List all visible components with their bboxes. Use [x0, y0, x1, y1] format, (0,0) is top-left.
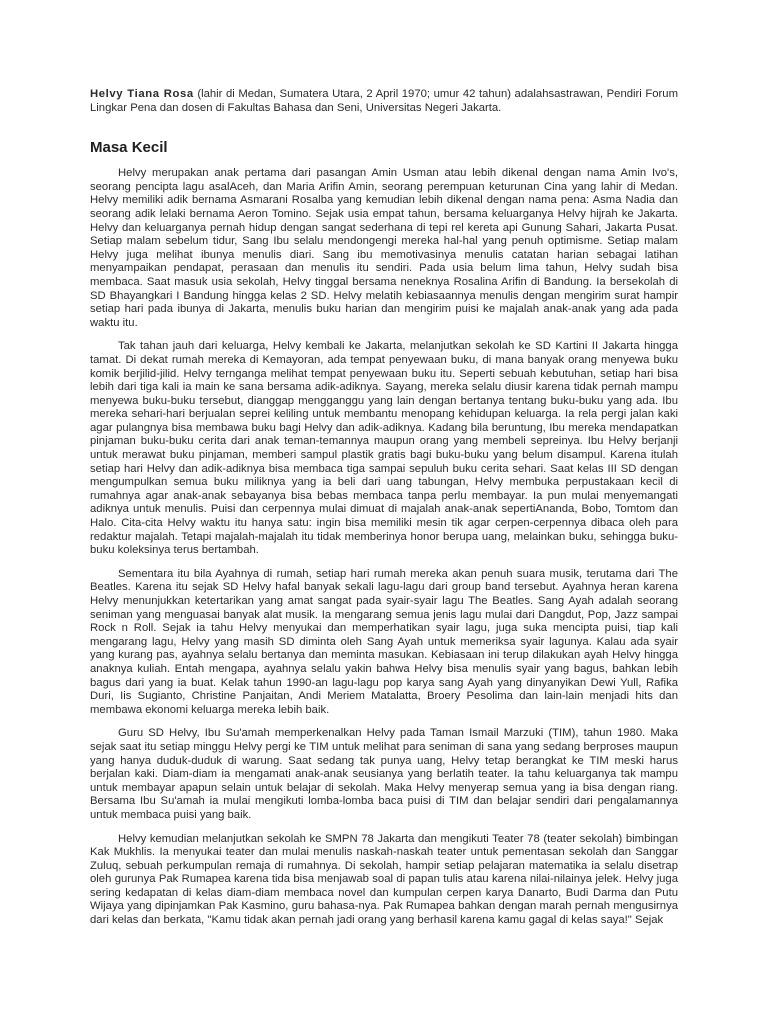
document-page	[90, 88, 678, 938]
body-paragraph-2: Tak tahan jauh dari keluarga, Helvy kembali ke Jakarta, melanjutkan sekolah ke SD Kartini II Jakarta hingga tamat. Di dekat rumah mereka di Kemayoran, ada tempat penyewaan buku, di mana banyak orang menyewa buku komik berjilid-jilid. Helvy terngangа melihat tempat penyewaan buku itu. Seperti sebuah kebutuhan, setiap hari bisa lebih dari tiga kali ia main ke sana bersama adik-adiknya. Sayang, mereka selalu diusir karena tidak pernah mampu menyewa buku-buku tersebut, dianggap mengganggu yang lain dengan bertanya tentang buku-buku yang ada. Ibu mereka sehari-hari berjualan seprei keliling untuk membantu menopang kehidupan keluarga. Ia rela pergi jalan kaki agar pulangnya bisa membawa buku bagi Helvy dan adik-adiknya. Kadang bila beruntung, Ibu mereka mendapatkan pinjaman buku-buku cerita dari anak teman-temannya maupun orang yang membeli sepreinya. Ibu Helvy berjanji untuk merawat buku pinjaman, memberi sampul plastik gratis bagi buku-buku yang belum disampul. Karena itulah setiap hari Helvy dan adik-adiknya bisa membaca tiga sampai sepuluh buku cerita sehari. Saat kelas III SD dengan mengumpulkan semua buku miliknya yang ia beli dari uang tabungan, Helvy membuka perpustakaan kecil di rumahnya agar anak-anak sebayanya bisa bebas membaca tanpa perlu membayar. Ia pun mulai menyemangati adiknya untuk menulis. Puisi dan cerpennya mulai dimuat di majalah anak-anak sepertiAnanda, Bobo, Tomtom dan Halo. Cita-cita Helvy waktu itu hanya satu: ingin bisa memiliki mesin tik agar cerpen-cerpennya dibaca oleh para redaktur majalah. Tetapi majalah-majalah itu tidak memberinya honor berupa uang, melainkan buku, sehingga buku-buku koleksinya terus bertambah.	[90, 340, 678, 557]
intro-paragraph	[90, 88, 678, 115]
body-paragraph-1: Helvy merupakan anak pertama dari pasangan Amin Usman atau lebih dikenal dengan nama Amin Ivo's, seorang pencipta lagu asalAceh, dan Maria Arifin Amin, seorang perempuan keturunan Cina yang lahir di Medan. Helvy memiliki adik bernama Asmarani Rosalba yang kemudian lebih dikenal dengan nama pena: Asma Nadia dan seorang adik lelaki bernama Aeron Tomino. Sejak usia empat tahun, bersama keluarganya Helvy hijrah ke Jakarta. Helvy dan keluarganya pernah hidup dengan sangat sederhana di tepi rel kereta api Gunung Sahari, Jakarta Pusat. Setiap malam sebelum tidur, Sang Ibu selalu mendongengi mereka hal-hal yang penuh optimisme. Setiap malam Helvy juga melihat ibunya menulis diari. Sang ibu memotivasinya menulis catatan harian sebagai latihan menyampaikan pendapat, perasaan dan menulis itu sendiri. Pada usia belum lima tahun, Helvy sudah bisa membaca. Saat masuk usia sekolah, Helvy tinggal bersama neneknya Rosalina Arifin di Bandung. Ia bersekolah di SD Bhayangkari I Bandung hingga kelas 2 SD. Helvy melatih kebiasaannya menulis dengan mengirim surat hampir setiap hari pada ibunya di Jakarta, menulis buku harian dan mengirim puisi ke majalah anak-anak yang ada pada waktu itu.	[90, 167, 678, 329]
body-paragraph-5: Helvy kemudian melanjutkan sekolah ke SMPN 78 Jakarta dan mengikuti Teater 78 (teater sekolah) bimbingan Kak Mukhlis. Ia menyukai teater dan mulai menulis naskah-naskah teater untuk pementasan sekolah dan Sanggar Zuluq, sebuah perkumpulan remaja di rumahnya. Di sekolah, hampir setiap pelajaran matematika ia selalu disetrap oleh gurunya Pak Rumapea karena tida bisa menjawab soal di papan tulis atau karena nilai-nilainya jelek. Helvy juga sering kedapatan di kelas diam-diam membaca novel dan kumpulan cerpen karya Danarto, Budi Darma dan Putu Wijaya yang dipinjamkan Pak Kasmino, guru bahasa-nya. Pak Rumapea bahkan dengan marah pernah mengusirnya dari kelas dan berkata, "Kamu tidak akan pernah jadi orang yang berhasil karena kamu gagal di kelas saya!" Sejak	[90, 832, 678, 927]
body-paragraph-4: Guru SD Helvy, Ibu Su'amah memperkenalkan Helvy pada Taman Ismail Marzuki (TIM), tahun 1980. Maka sejak saat itu setiap minggu Helvy pergi ke TIM untuk melihat para seniman di sana yang sedang berproses maupun yang hanya duduk-duduk di warung. Saat sedang tak punya uang, Helvy tetap berangkat ke TIM meski harus berjalan kaki. Diam-diam ia mengamati anak-anak seusianya yang berlatih teater. Ia tahu keluarganya tak mampu untuk membayar apapun selain untuk belajar di sekolah. Maka Helvy menyerap semua yang ia bisa dengan riang. Bersama Ibu Su'amah ia mulai mengikuti lomba-lomba baca puisi di TIM dan belajar sendiri dari pengalamannya untuk membaca puisi yang baik.	[90, 727, 678, 821]
body-paragraph-3: Sementara itu bila Ayahnya di rumah, setiap hari rumah mereka akan penuh suara musik, terutama dari The Beatles. Karena itu sejak SD Helvy hafal banyak sekali lagu-lagu dari group band tersebut. Ayahnya heran karena Helvy menunjukkan ketertarikan yang amat sangat pada syair-syair lagu The Beatles. Sang Ayah adalah seorang seniman yang menguasai banyak alat musik. Ia mengarang semua jenis lagu mulai dari Dangdut, Pop, Jazz sampai Rock n Roll. Sejak ia tahu Helvy menyukai dan memperhatikan syair lagu, juga suka mencipta puisi, tiap kali mengarang lagu, Helvy yang masih SD diminta oleh Sang Ayah untuk memeriksa syair lagunya. Kalau ada syair yang kurang pas, ayahnya selalu bertanya dan meminta masukan. Kebiasaan ini terup dilakukan ayah Helvy hingga anaknya kuliah. Entah mengapa, ayahnya selalu yakin bahwa Helvy bisa menulis syair yang bagus, bahkan lebih bagus dari yang ia buat. Kelak tahun 1990-an lagu-lagu pop karya sang Ayah yang dinyanyikan Dewi Yull, Rafika Duri, Iis Sugianto, Christine Panjaitan, Andi Meriem Matalatta, Broery Pesolima dan lain-lain menjadi hits dan membawa ekonomi keluarga mereka lebih baik.	[90, 567, 678, 716]
section-heading: Masa Kecil	[90, 139, 168, 157]
author-name: Helvy Tiana Rosa	[90, 88, 194, 100]
intro-text: (lahir di Medan, Sumatera Utara, 2 April 1970; umur 42 tahun) adalahsastrawan, Pendiri Forum Lingkar Pena dan dosen di Fakultas Bahasa dan Seni, Universitas Negeri Jakarta.	[90, 88, 679, 114]
